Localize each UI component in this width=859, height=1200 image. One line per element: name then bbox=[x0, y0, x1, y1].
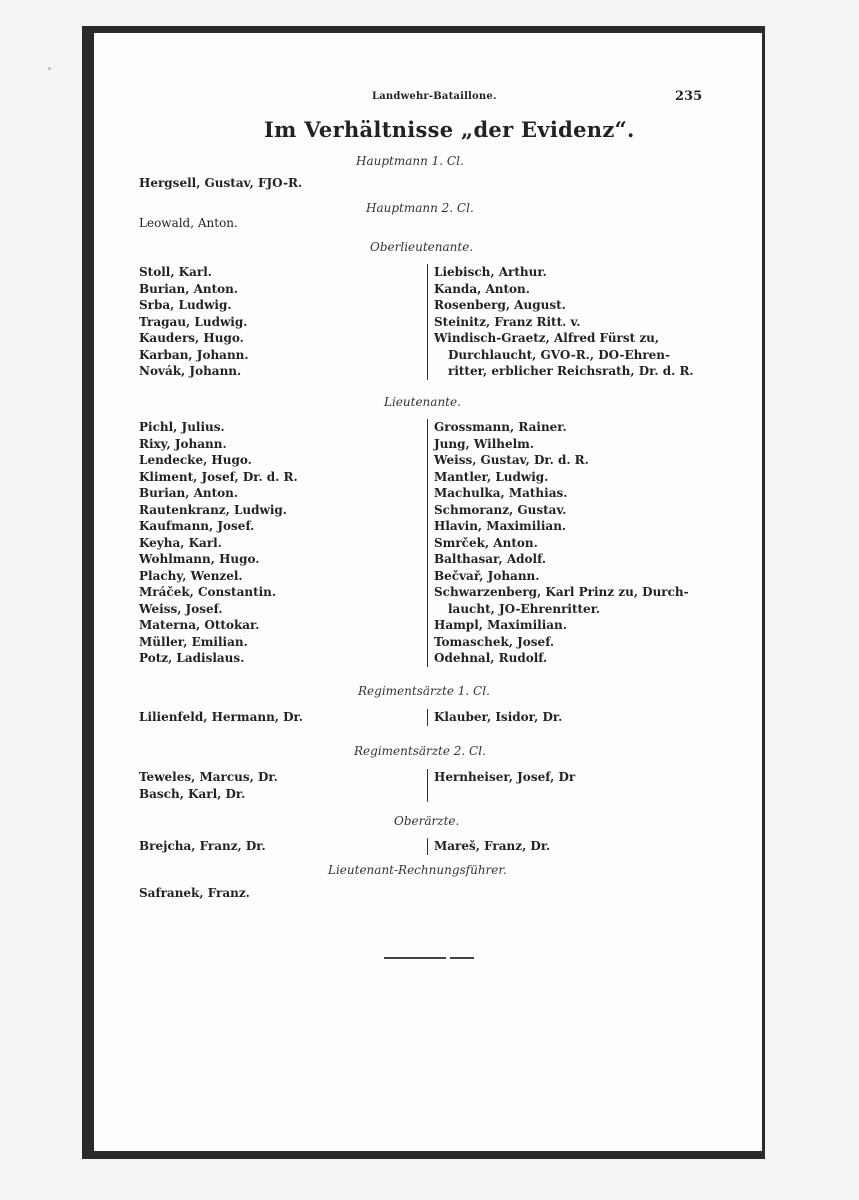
officer-name: Smrček, Anton. bbox=[434, 535, 538, 550]
officer-name: Kliment, Josef, Dr. d. R. bbox=[139, 469, 298, 484]
officer-name: Balthasar, Adolf. bbox=[434, 552, 547, 566]
officer-name: Lilienfeld, Hermann, Dr. bbox=[139, 710, 303, 724]
officer-name: Liebisch, Arthur. bbox=[434, 265, 547, 279]
oberlieutenante-left-column bbox=[139, 264, 249, 380]
officer-name: Mareš, Franz, Dr. bbox=[434, 839, 551, 853]
officer-name: Rixy, Johann. bbox=[139, 436, 227, 451]
page-title: Im Verhältnisse „der Evidenz“. bbox=[264, 117, 635, 142]
officer-name: Kauders, Hugo. bbox=[139, 331, 244, 345]
closing-rule-short bbox=[450, 957, 474, 959]
officer-name: Kaufmann, Josef. bbox=[139, 519, 255, 533]
officer-name: Schwarzenberg, Karl Prinz zu, Durch- bbox=[434, 585, 689, 599]
officer-name: Hergsell, Gustav, FJO-R. bbox=[139, 176, 303, 190]
oberaerzte-left-column bbox=[139, 838, 266, 855]
regimentsaerzte-1-left-column bbox=[139, 709, 303, 726]
officer-name: Materna, Ottokar. bbox=[139, 618, 260, 632]
officer-name: Lendecke, Hugo. bbox=[139, 453, 252, 467]
officer-name: Windisch-Graetz, Alfred Fürst zu, bbox=[434, 331, 660, 345]
oberaerzte-right-column bbox=[427, 838, 550, 855]
rank-heading-regimentsaerzte-2: Regimentsärzte 2. Cl. bbox=[354, 744, 486, 758]
officer-name: Safranek, Franz. bbox=[139, 886, 250, 900]
oberlieutenante-right-column bbox=[427, 264, 694, 380]
officer-name: Burian, Anton. bbox=[139, 486, 239, 500]
lieutenante-left-column bbox=[139, 419, 298, 667]
officer-name: Jung, Wilhelm. bbox=[434, 436, 535, 451]
officer-name: Teweles, Marcus, Dr. bbox=[139, 770, 278, 784]
officer-name: Tragau, Ludwig. bbox=[139, 314, 248, 329]
rank-heading-rechnungsfuehrer: Lieutenant-Rechnungsführer. bbox=[328, 863, 507, 877]
lieutenante-right-column bbox=[427, 419, 689, 667]
officer-name: Stoll, Karl. bbox=[139, 265, 212, 279]
officer-name: Potz, Ladislaus. bbox=[139, 651, 245, 665]
running-head: Landwehr-Bataillone. bbox=[372, 91, 497, 102]
officer-name: Schmoranz, Gustav. bbox=[434, 502, 567, 517]
book-page bbox=[94, 33, 762, 1151]
officer-name: Machulka, Mathias. bbox=[434, 486, 568, 500]
officer-name: Mráček, Constantin. bbox=[139, 585, 277, 599]
officer-name: Hampl, Maximilian. bbox=[434, 618, 567, 632]
regimentsaerzte-2-right-column bbox=[427, 769, 575, 802]
officer-name: Weiss, Josef. bbox=[139, 601, 223, 616]
officer-name: Mantler, Ludwig. bbox=[434, 469, 549, 484]
officer-name: Rautenkranz, Ludwig. bbox=[139, 502, 287, 517]
closing-rule bbox=[384, 957, 446, 959]
officer-name: Karban, Johann. bbox=[139, 347, 249, 362]
officer-name: Brejcha, Franz, Dr. bbox=[139, 839, 266, 853]
officer-name-continued: Durchlaucht, GVO-R., DO-Ehren- bbox=[448, 347, 671, 362]
officer-name: Steinitz, Franz Ritt. v. bbox=[434, 314, 581, 329]
officer-name: Pichl, Julius. bbox=[139, 420, 225, 434]
regimentsaerzte-2-left-column bbox=[139, 769, 278, 802]
officer-name: Müller, Emilian. bbox=[139, 634, 248, 649]
officer-name: Weiss, Gustav, Dr. d. R. bbox=[434, 453, 589, 467]
officer-name: Keyha, Karl. bbox=[139, 535, 222, 550]
officer-name: Basch, Karl, Dr. bbox=[139, 786, 246, 801]
rank-heading-hauptmann-1: Hauptmann 1. Cl. bbox=[356, 154, 464, 168]
rank-heading-hauptmann-2: Hauptmann 2. Cl. bbox=[366, 201, 474, 215]
rank-heading-lieutenante: Lieutenante. bbox=[384, 395, 461, 409]
officer-name: Rosenberg, August. bbox=[434, 298, 566, 312]
officer-name-continued: laucht, JO-Ehrenritter. bbox=[448, 601, 601, 616]
regimentsaerzte-1-right-column bbox=[427, 709, 562, 726]
officer-name: Novák, Johann. bbox=[139, 364, 242, 378]
officer-name-continued: ritter, erblicher Reichsrath, Dr. d. R. bbox=[448, 364, 694, 378]
rank-heading-regimentsaerzte-1: Regimentsärzte 1. Cl. bbox=[358, 684, 490, 698]
officer-name: Hernheiser, Josef, Dr bbox=[434, 770, 576, 784]
officer-name: Bečvař, Johann. bbox=[434, 568, 540, 583]
officer-name: Grossmann, Rainer. bbox=[434, 420, 567, 434]
officer-name: Kanda, Anton. bbox=[434, 281, 530, 296]
officer-name: Tomaschek, Josef. bbox=[434, 634, 555, 649]
officer-name: Hlavin, Maximilian. bbox=[434, 519, 567, 533]
scan-speck bbox=[48, 67, 51, 70]
officer-name: Leowald, Anton. bbox=[139, 216, 238, 230]
officer-name: Klauber, Isidor, Dr. bbox=[434, 710, 563, 724]
officer-name: Plachy, Wenzel. bbox=[139, 568, 243, 583]
officer-name: Srba, Ludwig. bbox=[139, 298, 232, 312]
officer-name: Wohlmann, Hugo. bbox=[139, 552, 260, 566]
page-number: 235 bbox=[675, 89, 703, 104]
officer-name: Odehnal, Rudolf. bbox=[434, 651, 548, 665]
rank-heading-oberaerzte: Oberärzte. bbox=[394, 814, 460, 828]
rank-heading-oberlieutenante: Oberlieutenante. bbox=[370, 240, 474, 254]
officer-name: Burian, Anton. bbox=[139, 281, 239, 296]
